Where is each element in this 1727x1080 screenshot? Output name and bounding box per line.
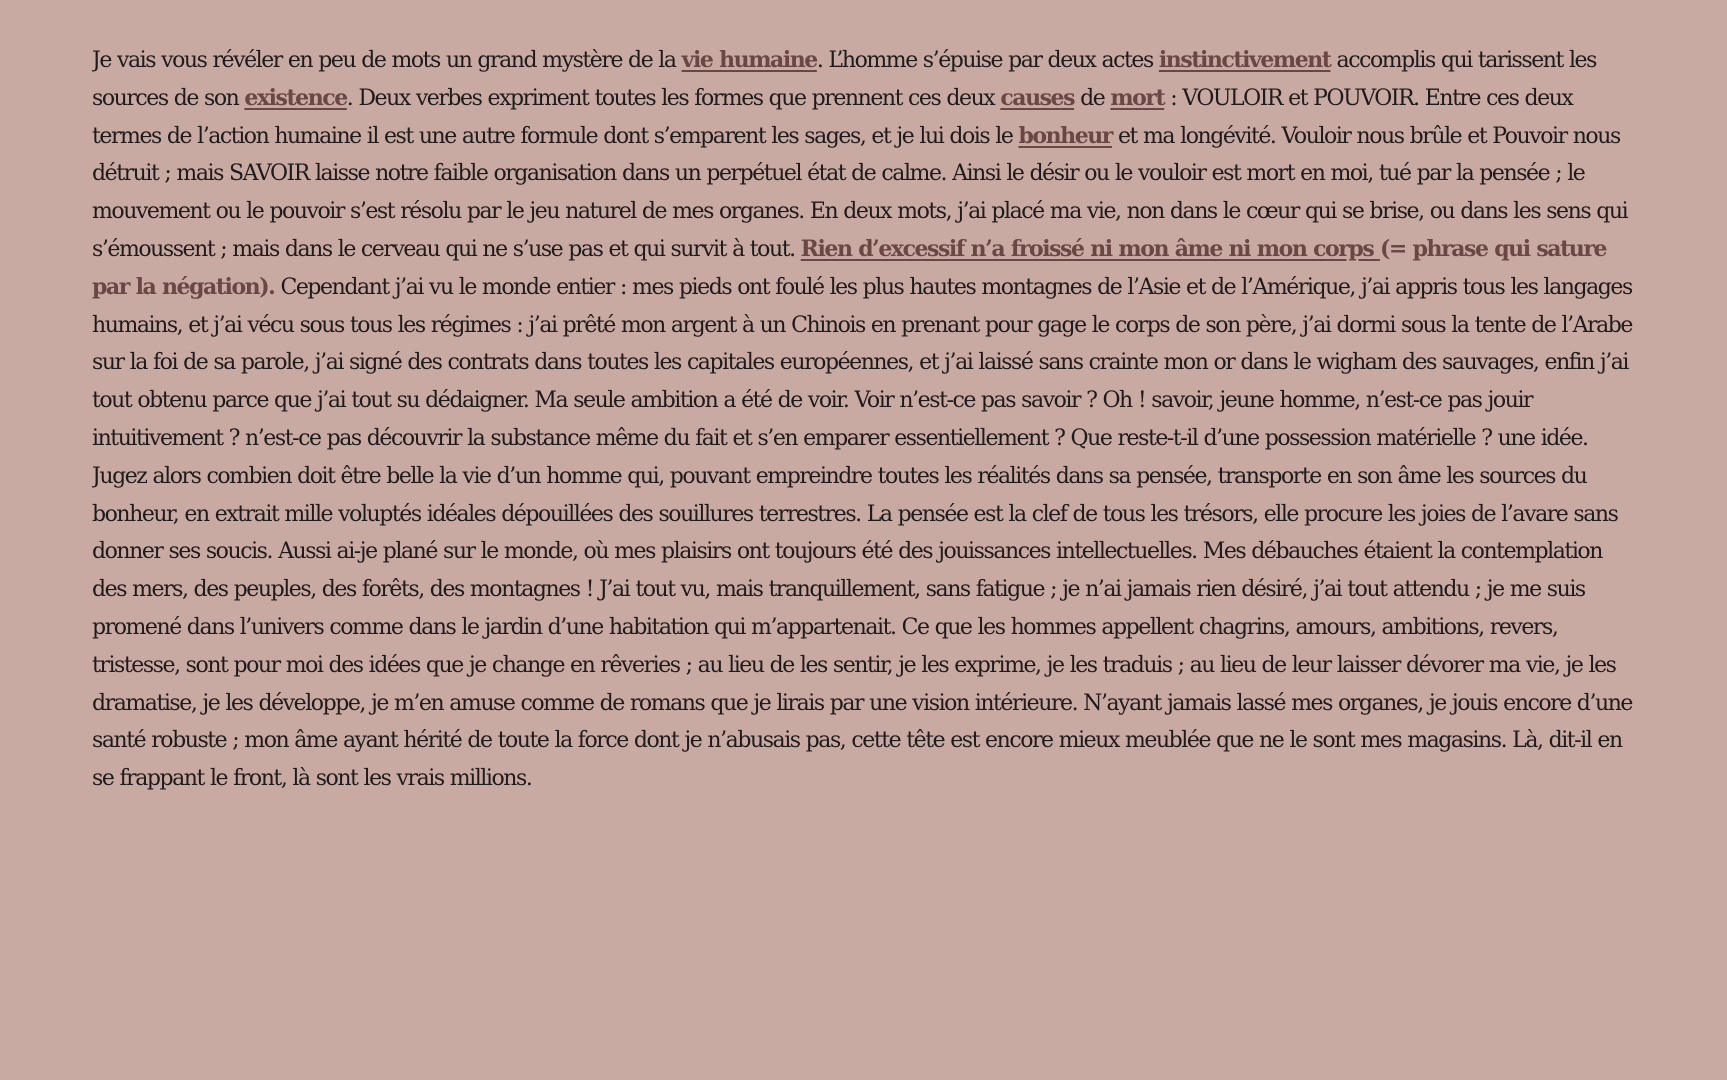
link-vie-humaine[interactable]: vie humaine xyxy=(681,47,817,73)
text-run: de xyxy=(1074,85,1111,111)
body-paragraph xyxy=(92,42,1638,798)
text-run: et ma longévité. Vouloir nous brûle et Pouvoir nous détruit ; mais SAVOIR laisse notre faible organisation dans un perpétuel état de calme. Ainsi le désir ou le vouloir est mort en moi, tué par la pensée ; le mouvement ou le pouvoir s’est résolu par le jeu naturel de mes organes. En deux mots, j’ai placé ma vie, non dans le cœur qui se brise, ou dans les sens qui s’émoussent ; mais dans le cerveau qui ne s’use pas et qui survit à tout. xyxy=(92,123,1628,262)
text-run: . Deux verbes expriment toutes les formes que prennent ces deux xyxy=(346,85,1001,111)
document-page xyxy=(92,42,1638,1042)
link-rien-dexcessif[interactable]: Rien d’excessif n’a froissé ni mon âme ni mon corps xyxy=(800,235,1380,262)
link-causes[interactable]: causes xyxy=(1000,84,1075,111)
link-mort[interactable]: mort xyxy=(1110,84,1165,111)
link-instinctivement[interactable]: instinctivement xyxy=(1158,47,1331,73)
text-run: Je vais vous révéler en peu de mots un grand mystère de la xyxy=(92,48,682,73)
link-existence[interactable]: existence xyxy=(244,84,347,111)
annotation-note: (= phrase qui sature par la négation). xyxy=(92,235,1607,300)
text-run: accomplis qui tarissent les sources de son xyxy=(92,48,1596,111)
text-run: Cependant j’ai vu le monde entier : mes pieds ont foulé les plus hautes montagnes de l’Asie et de l’Amérique, j’ai appris tous les langages humains, et j’ai vécu sous tous les régimes : j’ai prêté mon argent à un Chinois en prenant pour gage le corps de son père, j’ai dormi sous la tente de l’Arabe sur la foi de sa parole, j’ai signé des contrats dans toutes les capitales européennes, et j’ai laissé sans crainte mon or dans le wigham des sauvages, enfin j’ai tout obtenu parce que j’ai tout su dédaigner. Ma seule ambition a été de voir. Voir n’est-ce pas savoir ? Oh ! savoir, jeune homme, n’est-ce pas jouir intuitivement ? n’est-ce pas découvrir la substance même du fait et s’en emparer essentiellement ? Que reste-t-il d’une possession matérielle ? une idée. Jugez alors combien doit être belle la vie d’un homme qui, pouvant empreindre toutes les réalités dans sa pensée, transporte en son âme les sources du bonheur, en extrait mille voluptés idéales dépouillées des souillures terrestres. La pensée est la clef de tous les trésors, elle procure les joies de l’avare sans donner ses soucis. Aussi ai-je plané sur le monde, où mes plaisirs ont toujours été des jouissances intellectuelles. Mes débauches étaient la contemplation des mers, des peuples, des forêts, des montagnes ! J’ai tout vu, mais tranquillement, sans fatigue ; je n’ai jamais rien désiré, j’ai tout attendu ; je me suis promené dans l’univers comme dans le jardin d’une habitation qui m’appartenait. Ce que les hommes appellent chagrins, amours, ambitions, revers, tristesse, sont pour moi des idées que je change en rêveries ; au lieu de les sentir, je les exprime, je les traduis ; au lieu de leur laisser dévorer ma vie, je les dramatise, je les développe, je m’en amuse comme de romans que je lirais par une vision intérieure. N’ayant jamais lassé mes organes, je jouis encore d’une santé robuste ; mon âme ayant hérité de toute la force dont je n’abusais pas, cette tête est encore mieux meublée que ne le sont mes magasins. Là, dit-il en se frappant le front, là sont les vrais millions. xyxy=(92,274,1632,792)
link-bonheur[interactable]: bonheur xyxy=(1018,122,1112,149)
text-run: : VOULOIR et POUVOIR. Entre ces deux termes de l’action humaine il est une autre formule dont s’emparent les sages, et je lui dois le xyxy=(92,85,1573,149)
text-run: . L’homme s’épuise par deux actes xyxy=(816,48,1159,73)
